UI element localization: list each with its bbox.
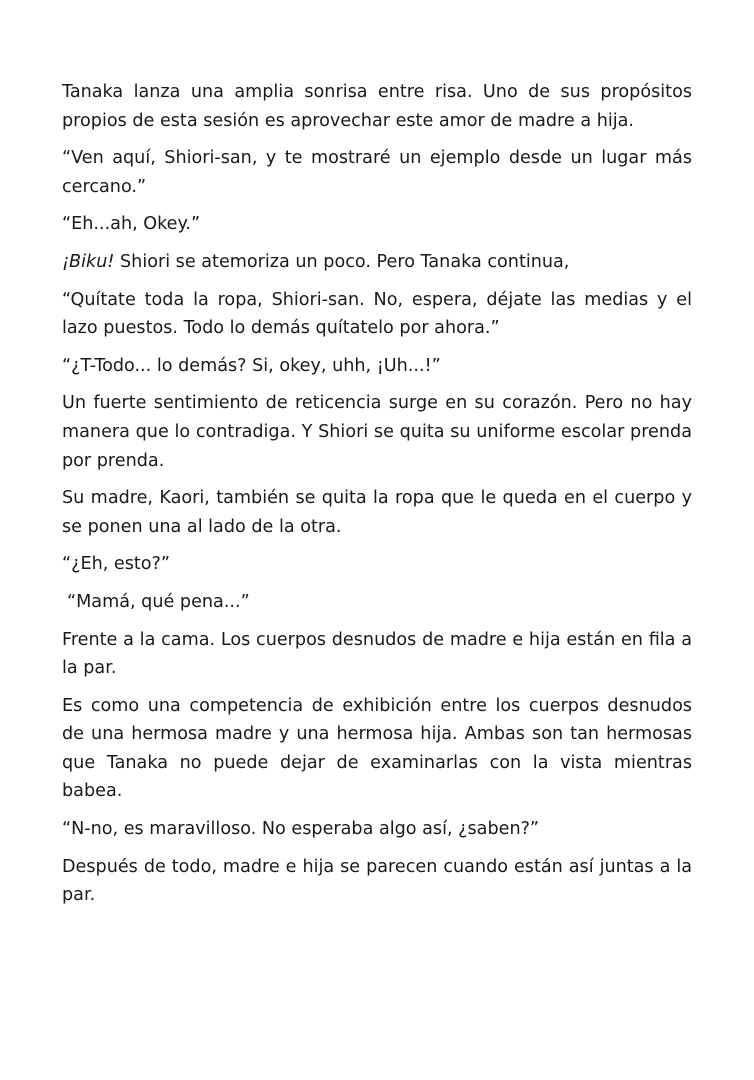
paragraph-text: “¿Eh, esto?” xyxy=(62,554,171,575)
paragraph-text: “N-no, es maravilloso. No esperaba algo así, ¿saben?” xyxy=(62,819,540,840)
paragraph-3 xyxy=(62,210,692,239)
paragraph-1 xyxy=(62,78,692,135)
paragraph-text: “¿T-Todo... lo demás? Si, okey, uhh, ¡Uh...!” xyxy=(62,355,441,376)
paragraph-text: Frente a la cama. Los cuerpos desnudos de madre e hija están en fila a la par. xyxy=(62,629,692,679)
paragraph-text: Tanaka lanza una amplia sonrisa entre risa. Uno de sus propósitos propios de esta sesión es aprovechar este amor de madre a hija. xyxy=(62,82,692,131)
paragraph-5 xyxy=(62,286,692,343)
paragraph-text: “Mamá, qué pena...” xyxy=(67,591,250,612)
paragraph-10 xyxy=(62,588,692,617)
paragraph-text: Shiori se atemoriza un poco. Pero Tanaka continua, xyxy=(114,251,570,272)
paragraph-2 xyxy=(62,144,692,201)
paragraph-9 xyxy=(62,550,692,579)
paragraph-text: Es como una competencia de exhibición entre los cuerpos desnudos de una hermosa madre y una hermosa hija. Ambas son tan hermosas que Tanaka no puede dejar de examinarlas con la vista mientras babea. xyxy=(62,695,692,802)
paragraph-text: “Eh...ah, Okey.” xyxy=(62,214,201,235)
paragraph-4 xyxy=(62,248,692,277)
sound-effect-italic: ¡Biku! xyxy=(62,251,115,272)
paragraph-6 xyxy=(62,352,692,381)
paragraph-text: Un fuerte sentimiento de reticencia surge en su corazón. Pero no hay manera que lo contradiga. Y Shiori se quita su uniforme escolar prenda por prenda. xyxy=(62,393,692,471)
paragraph-text: Después de todo, madre e hija se parecen cuando están así juntas a la par. xyxy=(62,856,692,906)
paragraph-text: “Ven aquí, Shiori-san, y te mostraré un ejemplo desde un lugar más cercano.” xyxy=(62,148,692,197)
paragraph-text: Su madre, Kaori, también se quita la ropa que le queda en el cuerpo y se ponen una al lado de la otra. xyxy=(62,488,692,537)
paragraph-11 xyxy=(62,626,692,683)
document-page xyxy=(62,78,692,919)
paragraph-12 xyxy=(62,692,692,806)
paragraph-text: “Quítate toda la ropa, Shiori-san. No, espera, déjate las medias y el lazo puestos. Todo lo demás quítatelo por ahora.” xyxy=(62,289,692,339)
paragraph-7 xyxy=(62,389,692,475)
paragraph-14 xyxy=(62,853,692,910)
paragraph-13 xyxy=(62,815,692,844)
paragraph-8 xyxy=(62,484,692,541)
